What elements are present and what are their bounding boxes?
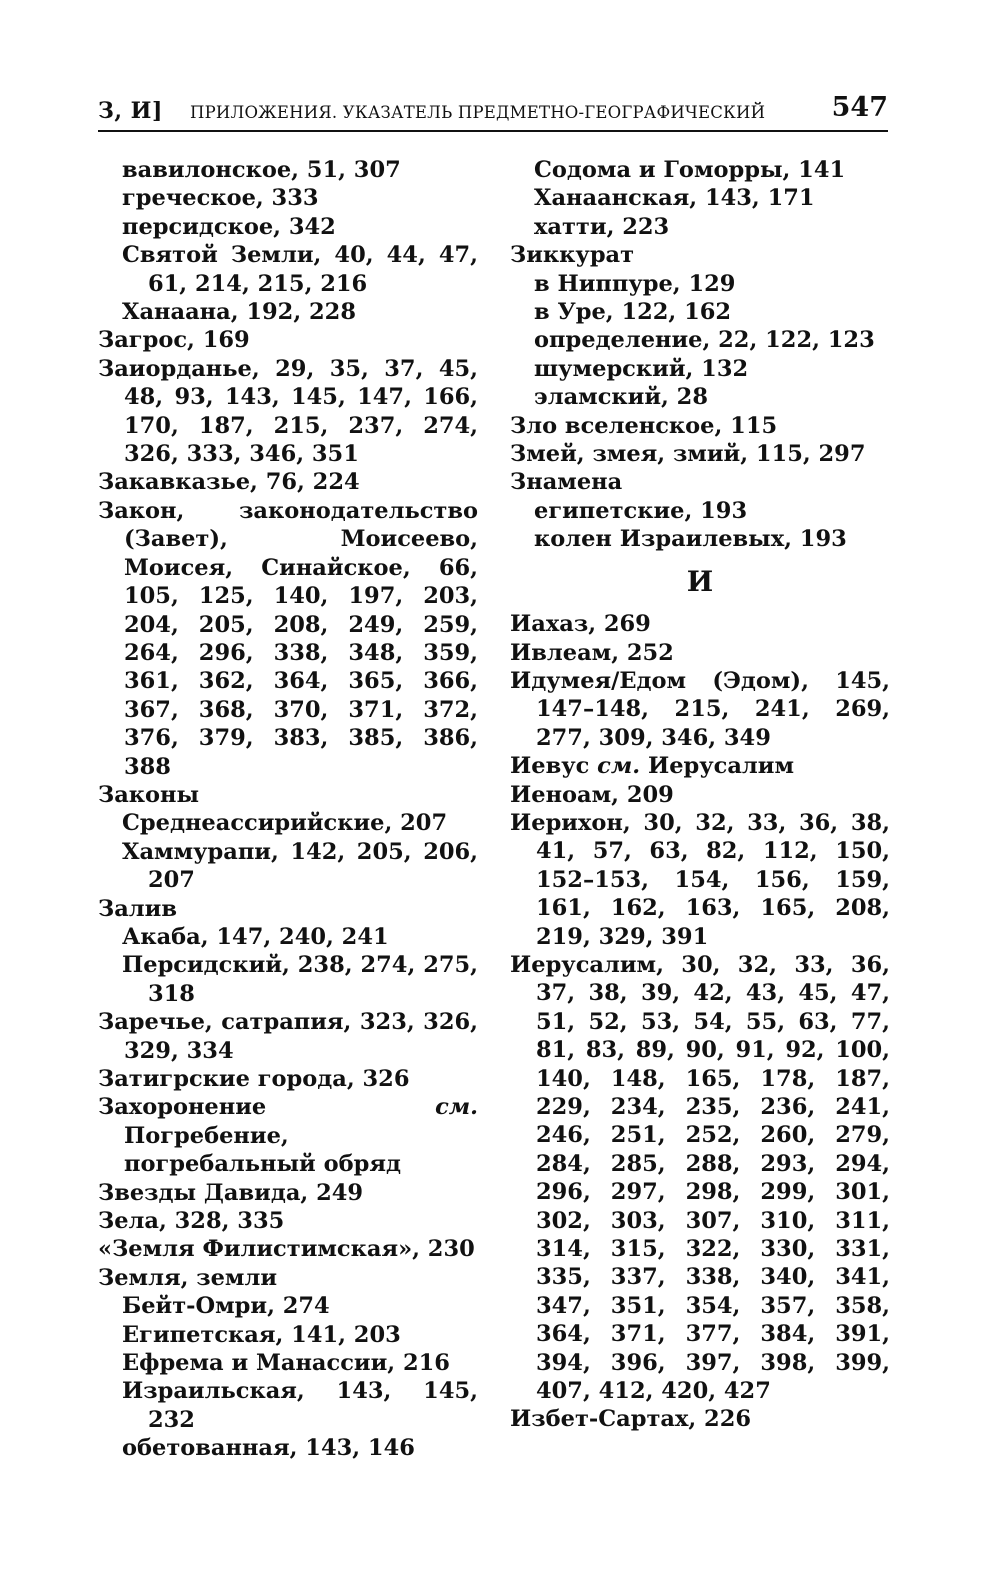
index-subentry: Бейт-Омри, 274 bbox=[122, 1293, 330, 1320]
index-entry: Змей, змея, змий, 115, 297 bbox=[510, 441, 866, 468]
index-entry: Звезды Давида, 249 bbox=[98, 1179, 364, 1206]
index-subentry: Израильская, 143, 145, 232 bbox=[122, 1378, 478, 1433]
index-column-right bbox=[510, 156, 890, 1434]
index-entry: Ивлеам, 252 bbox=[510, 639, 674, 666]
index-subentry: в Уре, 122, 162 bbox=[534, 299, 732, 326]
index-subentry: Святой Земли, 40, 44, 47, 61, 214, 215, 216 bbox=[122, 242, 478, 297]
index-subentry: вавилонское, 51, 307 bbox=[122, 157, 401, 183]
index-term-target: Погребение, погребальный обряд bbox=[124, 1122, 401, 1178]
index-entry: Законы bbox=[98, 781, 200, 808]
index-entry bbox=[98, 1093, 478, 1178]
index-subentry: обетованная, 143, 146 bbox=[122, 1435, 415, 1462]
index-entry: Закавказье, 76, 224 bbox=[98, 469, 360, 496]
running-header bbox=[98, 92, 888, 132]
index-subentry: шумерский, 132 bbox=[534, 355, 749, 382]
index-entry: Затигрские города, 326 bbox=[98, 1066, 410, 1092]
index-entry: Заречье, сатрапия, 323, 326, 329, 334 bbox=[98, 1009, 478, 1064]
index-subentry: Ханаанская, 143, 171 bbox=[534, 185, 815, 212]
header-letters: З, И] bbox=[98, 98, 163, 124]
index-entry: Иеноам, 209 bbox=[510, 781, 674, 808]
index-subentry: определение, 22, 122, 123 bbox=[534, 327, 875, 354]
header-title: ПРИЛОЖЕНИЯ. УКАЗАТЕЛЬ ПРЕДМЕТНО-ГЕОГРАФИЧЕСКИЙ bbox=[190, 103, 766, 122]
index-entry: Иерусалим, 30, 32, 33, 36, 37, 38, 39, 42, 43, 45, 47, 51, 52, 53, 54, 55, 63, 77, 81, 83, 89, 90, 91, 92, 100, 140, 148, 165, 178, 187, 229, 234, 235, 236, 241, 246, 251, 252, 260, 279, 284, 285, 288, 293, 294, 296, 297, 298, 299, 301, 302, 303, 307, 310, 311, 314, 315, 322, 330, 331, 335, 337, 338, 340, 341, 347, 351, 354, 357, 358, 364, 371, 377, 384, 391, 394, 396, 397, 398, 399, 407, 412, 420, 427 bbox=[510, 951, 890, 1405]
index-entry: Иерихон, 30, 32, 33, 36, 38, 41, 57, 63, 82, 112, 150, 152–153, 154, 156, 159, 161, 162, 163, 165, 208, 219, 329, 391 bbox=[510, 809, 890, 950]
index-subentry: Акаба, 147, 240, 241 bbox=[122, 923, 389, 950]
index-entry: Земля, земли bbox=[98, 1264, 278, 1291]
index-entry: Знамена bbox=[510, 469, 623, 496]
index-entry: Заиорданье, 29, 35, 37, 45, 48, 93, 143, 145, 147, 166, 170, 187, 215, 237, 274, 326, 333, 346, 351 bbox=[98, 355, 478, 468]
index-term-target: Иерусалим bbox=[647, 753, 795, 780]
see-reference: см. bbox=[435, 1094, 478, 1121]
index-entry: Избет-Сартах, 226 bbox=[510, 1406, 752, 1433]
index-subentry: Содома и Гоморры, 141 bbox=[534, 157, 846, 183]
index-subentry: персидское, 342 bbox=[122, 213, 336, 240]
index-entry: Загрос, 169 bbox=[98, 327, 250, 354]
see-reference: см. bbox=[597, 753, 641, 780]
index-entry: Зела, 328, 335 bbox=[98, 1208, 285, 1235]
section-letter: И bbox=[686, 564, 714, 598]
index-column-left bbox=[98, 156, 478, 1463]
index-entry: Зиккурат bbox=[510, 242, 635, 269]
index-entry: «Земля Филистимская», 230 bbox=[98, 1236, 475, 1263]
page-number: 547 bbox=[831, 92, 888, 123]
index-subentry: в Ниппуре, 129 bbox=[534, 270, 736, 297]
index-subentry: Ханаана, 192, 228 bbox=[122, 299, 356, 326]
index-entry: Идумея/Едом (Эдом), 145, 147–148, 215, 241, 269, 277, 309, 346, 349 bbox=[510, 667, 890, 751]
index-term: Иевус bbox=[510, 753, 590, 780]
index-subentry: Хаммурапи, 142, 205, 206, 207 bbox=[122, 838, 478, 894]
index-entry: Залив bbox=[98, 895, 177, 922]
index-subentry: эламский, 28 bbox=[534, 384, 708, 411]
index-subentry: колен Израилевых, 193 bbox=[534, 526, 847, 553]
index-subentry: Среднеассирийские, 207 bbox=[122, 810, 448, 837]
index-entry: Закон, законодательство (Завет), Моисеево, Моисея, Синайское, 66, 105, 125, 140, 197, 203, 204, 205, 208, 249, 259, 264, 296, 338, 348, 359, 361, 362, 364, 365, 366, 367, 368, 370, 371, 372, 376, 379, 383, 385, 386, 388 bbox=[98, 497, 478, 780]
index-subentry: Ефрема и Манассии, 216 bbox=[122, 1350, 450, 1377]
index-subentry: греческое, 333 bbox=[122, 185, 319, 212]
index-entry bbox=[510, 752, 890, 780]
index-entry: Иахаз, 269 bbox=[510, 611, 651, 638]
index-subentry: хатти, 223 bbox=[534, 213, 670, 240]
index-subentry: египетские, 193 bbox=[534, 497, 748, 524]
index-subentry: Египетская, 141, 203 bbox=[122, 1321, 401, 1348]
index-term: Захоронение bbox=[98, 1094, 267, 1121]
index-entry: Зло вселенское, 115 bbox=[510, 412, 778, 439]
index-subentry: Персидский, 238, 274, 275, 318 bbox=[122, 952, 478, 1007]
